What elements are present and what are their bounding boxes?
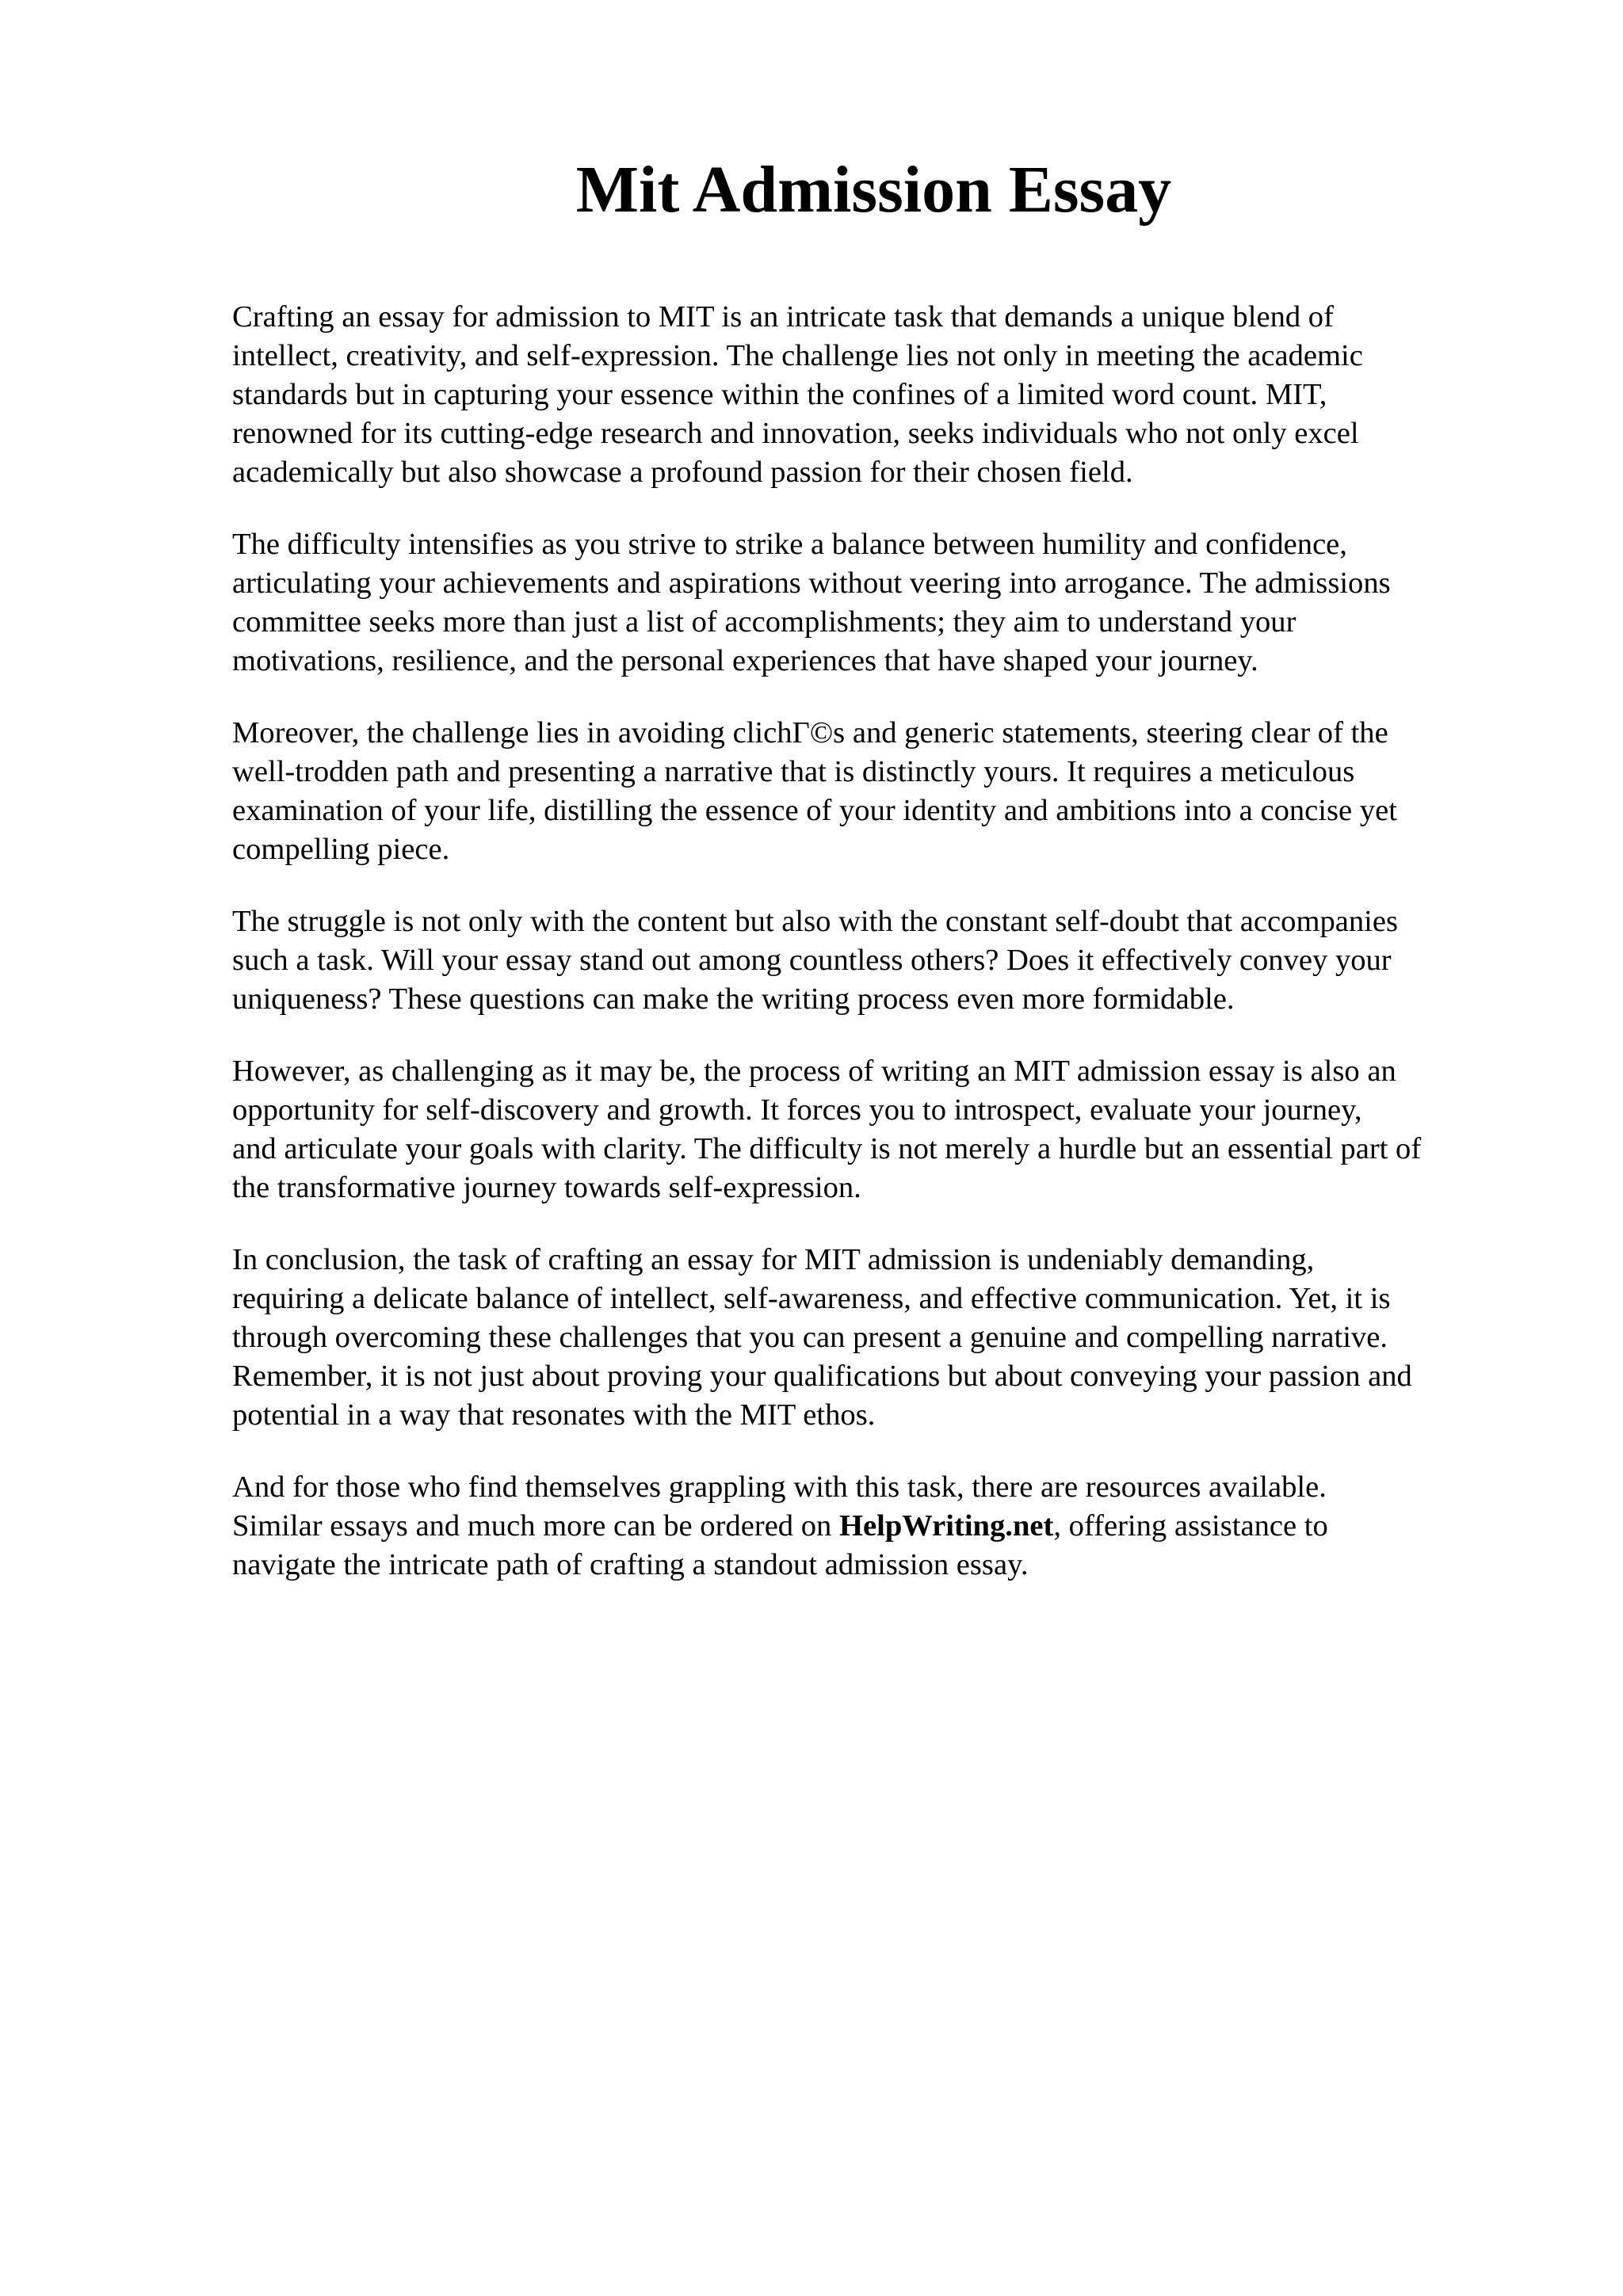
text-line: opportunity for self-discovery and growth. It forces you to introspect, evaluate your journey,: [232, 1093, 1362, 1127]
text-line: And for those who find themselves grappling with this task, there are resources available.: [232, 1470, 1327, 1504]
text-line: uniqueness? These questions can make the writing process even more formidable.: [232, 982, 1235, 1016]
text-line: examination of your life, distilling the essence of your identity and ambitions into a concise yet: [232, 794, 1397, 827]
text-line: However, as challenging as it may be, the process of writing an MIT admission essay is also an: [232, 1055, 1396, 1088]
text-line: through overcoming these challenges that you can present a genuine and compelling narrative.: [232, 1321, 1388, 1354]
paragraph-7: [232, 1468, 1532, 1585]
text-line: articulating your achievements and aspirations without veering into arrogance. The admissions: [232, 566, 1391, 600]
text-line: standards but in capturing your essence within the confines of a limited word count. MIT,: [232, 378, 1327, 411]
text-line: Moreover, the challenge lies in avoiding clichΓ©s and generic statements, steering clear of the: [232, 716, 1388, 749]
text-line: and articulate your goals with clarity. The difficulty is not merely a hurdle but an essential part of: [232, 1132, 1422, 1165]
text-line: academically but also showcase a profound passion for their chosen field.: [232, 456, 1133, 489]
paragraph-1: [232, 298, 1532, 492]
page-title: Mit Admission Essay: [575, 153, 1172, 227]
text-line: Crafting an essay for admission to MIT is an intricate task that demands a unique blend of: [232, 300, 1334, 334]
text-line-with-link: [232, 1507, 1532, 1546]
text-fragment: Similar essays and much more can be ordered on: [232, 1509, 839, 1543]
text-line: The difficulty intensifies as you strive to strike a balance between humility and confidence,: [232, 528, 1347, 561]
text-fragment: , offering assistance to: [1053, 1509, 1328, 1543]
text-line: the transformative journey towards self-expression.: [232, 1171, 861, 1204]
paragraph-2: [232, 525, 1532, 681]
text-line: requiring a delicate balance of intellect, self-awareness, and effective communication. Yet, it is: [232, 1282, 1391, 1315]
text-line: committee seeks more than just a list of accomplishments; they aim to understand your: [232, 605, 1296, 639]
text-line: navigate the intricate path of crafting a standout admission essay.: [232, 1548, 1029, 1581]
essay-body: [232, 298, 1532, 1618]
text-line: motivations, resilience, and the personal experiences that have shaped your journey.: [232, 644, 1258, 677]
text-line: Remember, it is not just about proving your qualifications but about conveying your passion and: [232, 1360, 1412, 1393]
text-line: The struggle is not only with the content but also with the constant self-doubt that accompanies: [232, 905, 1399, 938]
paragraph-4: [232, 902, 1532, 1019]
text-line: renowned for its cutting-edge research and innovation, seeks individuals who not only excel: [232, 417, 1359, 450]
text-line: In conclusion, the task of crafting an essay for MIT admission is undeniably demanding,: [232, 1243, 1315, 1276]
text-line: well-trodden path and presenting a narrative that is distinctly yours. It requires a meticulous: [232, 755, 1355, 788]
paragraph-6: [232, 1241, 1532, 1435]
paragraph-5: [232, 1052, 1532, 1207]
text-line: intellect, creativity, and self-expression. The challenge lies not only in meeting the academic: [232, 339, 1363, 372]
text-line: such a task. Will your essay stand out among countless others? Does it effectively convey your: [232, 944, 1392, 977]
text-line: compelling piece.: [232, 833, 450, 866]
paragraph-3: [232, 714, 1532, 869]
helpwriting-link[interactable]: HelpWriting.net: [838, 1509, 1054, 1543]
text-line: potential in a way that resonates with the MIT ethos.: [232, 1398, 876, 1432]
